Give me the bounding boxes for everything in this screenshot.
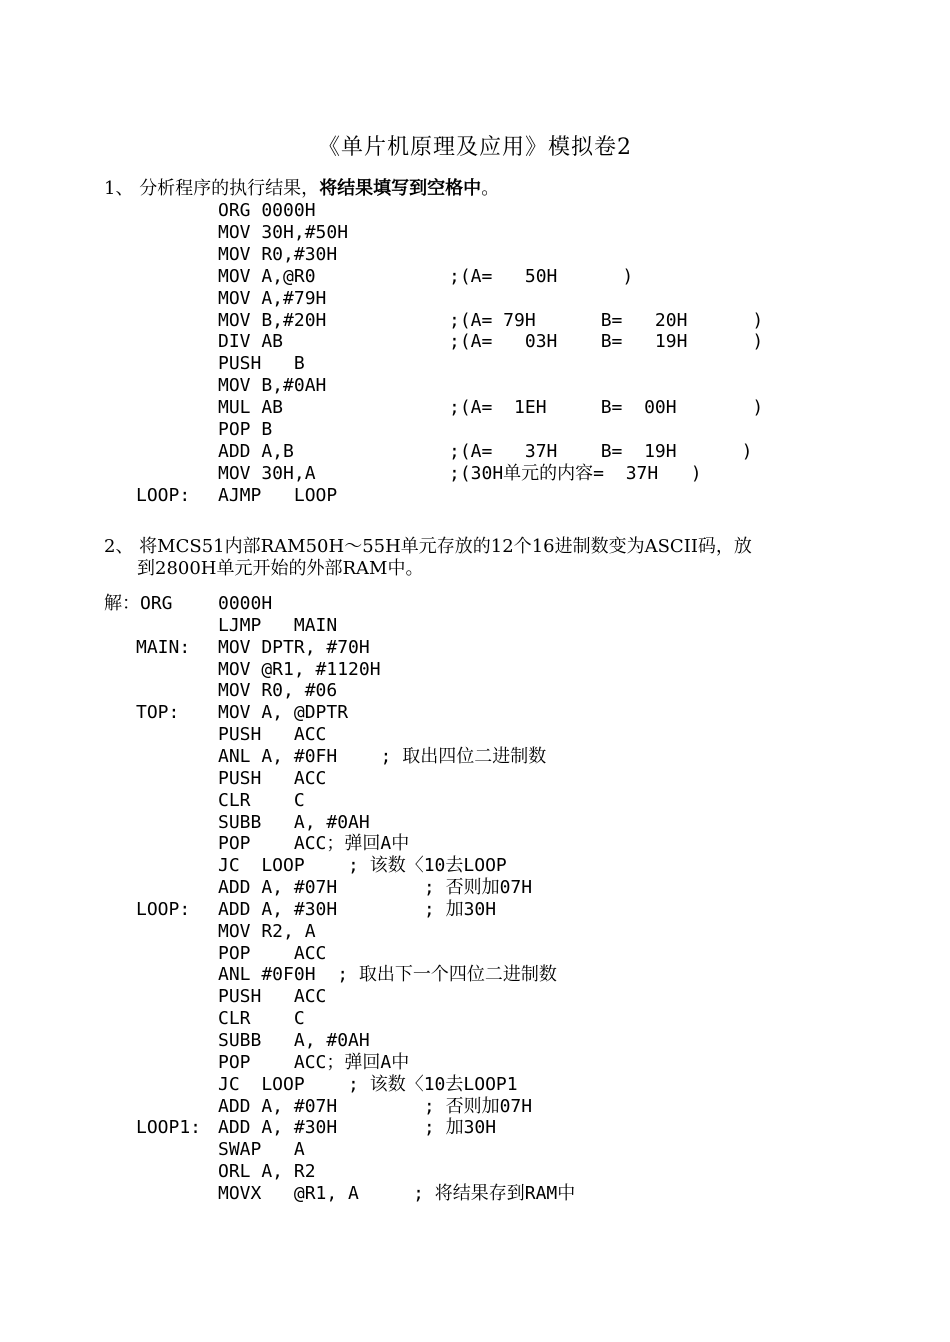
code-label: TOP:: [136, 702, 180, 724]
code-instruction: MOVX @R1, A ; 将结果存到RAM中: [218, 1182, 576, 1204]
code-comment: ;(30H单元的内容= 37H ): [449, 462, 702, 484]
code-comment: ;(A= 79H B= 20H ): [449, 309, 764, 331]
code-line: [0, 1139, 950, 1161]
code-line: [0, 659, 950, 681]
code-line: [0, 899, 950, 921]
code-line: [0, 375, 950, 397]
code-line: [0, 746, 950, 768]
code-instruction: MOV R2, A: [218, 920, 316, 942]
code-instruction: POP ACC: [218, 942, 327, 964]
code-instruction: SUBB A, #0AH: [218, 811, 370, 833]
code-line: [0, 1183, 950, 1205]
code-label: LOOP:: [136, 898, 191, 920]
code-line: [0, 724, 950, 746]
code-instruction: PUSH ACC: [218, 986, 327, 1008]
code-line: [0, 1117, 950, 1139]
code-line: [0, 463, 950, 485]
code-instruction: ADD A, #30H ; 加30H: [218, 898, 497, 920]
code-instruction: PUSH B: [218, 353, 305, 375]
code-instruction: ADD A, #07H ; 否则加07H: [218, 877, 533, 899]
code-line: [0, 986, 950, 1008]
code-instruction: CLR C: [218, 789, 305, 811]
code-label: LOOP:: [136, 484, 191, 506]
code-line: [0, 244, 950, 266]
page-title: 《单片机原理及应用》模拟卷2: [318, 135, 632, 160]
code-instruction: SWAP A: [218, 1139, 305, 1161]
code-comment: ;(A= 1EH B= 00H ): [449, 397, 764, 419]
code-line: [0, 200, 950, 222]
code-instruction: ANL A, #0FH ; 取出四位二进制数: [218, 745, 547, 767]
code-line: [0, 615, 950, 637]
code-line: [0, 943, 950, 965]
code-instruction: AJMP LOOP: [218, 484, 338, 506]
code-line: [0, 1030, 950, 1052]
code-line: [0, 485, 950, 507]
question-text: 分析程序的执行结果，: [139, 178, 320, 199]
code-instruction: LJMP MAIN: [218, 614, 338, 636]
code-comment: ;(A= 03H B= 19H ): [449, 331, 764, 353]
question-emphasis: 将结果填写到空格中: [319, 178, 482, 199]
code-instruction: POP ACC；弹回A中: [218, 833, 410, 855]
code-instruction: SUBB A, #0AH: [218, 1030, 370, 1051]
code-label: MAIN:: [136, 636, 191, 658]
code-instruction: MOV R0,#30H: [218, 243, 338, 265]
question-1-prompt: [104, 178, 499, 200]
code-instruction: ORG 0000H: [218, 200, 316, 221]
code-line: [0, 419, 950, 441]
code-line: [0, 964, 950, 986]
code-line: [0, 353, 950, 375]
question-number: 1、: [104, 178, 134, 199]
code-line: [0, 593, 950, 615]
code-instruction: ANL #0F0H ; 取出下一个四位二进制数: [218, 964, 557, 986]
code-instruction: PUSH ACC: [218, 767, 327, 789]
code-instruction: 0000H: [218, 593, 273, 614]
code-instruction: MOV 30H,#50H: [218, 221, 349, 243]
question-2-line-1: 2、 将MCS51内部RAM50H～55H单元存放的12个16进制数变为ASCII码，放: [104, 536, 752, 557]
code-line: [0, 877, 950, 899]
code-line: [0, 1161, 950, 1183]
code-line: [0, 1052, 950, 1074]
code-instruction: MOV 30H,A: [218, 462, 316, 484]
code-line: [0, 441, 950, 463]
code-line: [0, 855, 950, 877]
code-line: [0, 1096, 950, 1118]
code-instruction: PUSH ACC: [218, 724, 327, 746]
code-line: [0, 1008, 950, 1030]
code-instruction: MOV A, @DPTR: [218, 702, 349, 724]
code-instruction: CLR C: [218, 1008, 305, 1030]
code-instruction: MOV DPTR, #70H: [218, 636, 370, 658]
code-line: [0, 812, 950, 834]
code-line: [0, 222, 950, 244]
code-instruction: ADD A, #30H ; 加30H: [218, 1117, 497, 1139]
code-instruction: POP B: [218, 419, 273, 440]
code-line: [0, 331, 950, 353]
code-line: [0, 288, 950, 310]
code-line: [0, 266, 950, 288]
code-comment: ;(A= 37H B= 19H ): [449, 440, 753, 462]
code-line: [0, 833, 950, 855]
code-instruction: ADD A,B: [218, 440, 294, 462]
code-instruction: JC LOOP ; 该数〈10去LOOP: [218, 855, 507, 877]
code-instruction: MOV A,@R0: [218, 265, 316, 287]
code-line: [0, 397, 950, 419]
code-instruction: MOV A,#79H: [218, 287, 327, 309]
code-line: [0, 1074, 950, 1096]
code-instruction: MOV B,#0AH: [218, 375, 327, 397]
code-label: LOOP1:: [136, 1117, 202, 1139]
code-line: [0, 637, 950, 659]
code-line: [0, 921, 950, 943]
code-line: [0, 310, 950, 332]
question-2-prompt: [104, 536, 752, 580]
code-instruction: ORL A, R2: [218, 1161, 316, 1183]
code-line: [0, 702, 950, 724]
code-instruction: DIV AB: [218, 331, 284, 353]
code-line: [0, 790, 950, 812]
code-label: 解：ORG: [104, 593, 173, 614]
code-line: [0, 768, 950, 790]
code-instruction: JC LOOP ; 该数〈10去LOOP1: [218, 1073, 518, 1095]
code-instruction: POP ACC；弹回A中: [218, 1051, 410, 1073]
code-comment: ;(A= 50H ): [449, 265, 634, 287]
question-end: 。: [481, 178, 500, 199]
code-instruction: ADD A, #07H ; 否则加07H: [218, 1095, 533, 1117]
code-instruction: MUL AB: [218, 397, 284, 419]
code-instruction: MOV R0, #06: [218, 680, 338, 702]
question-2-line-2: 到2800H单元开始的外部RAM中。: [137, 558, 424, 579]
code-instruction: MOV @R1, #1120H: [218, 658, 381, 680]
code-line: [0, 680, 950, 702]
code-instruction: MOV B,#20H: [218, 309, 327, 331]
